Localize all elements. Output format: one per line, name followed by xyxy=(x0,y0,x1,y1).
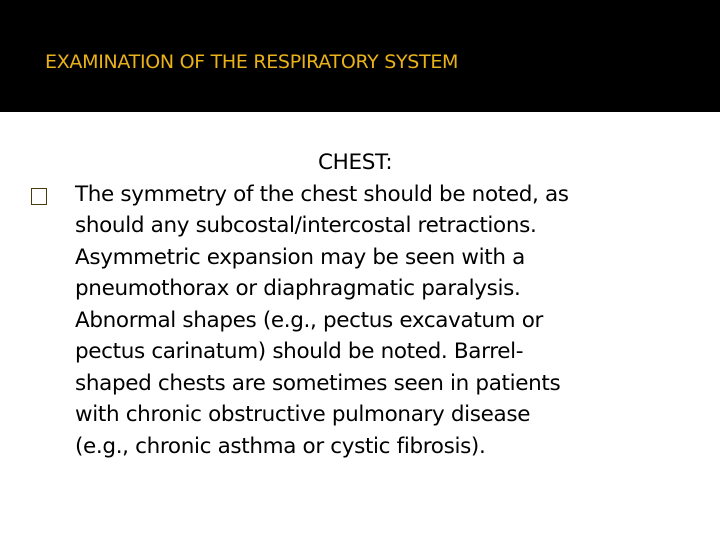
bullet-line: The symmetry of the chest should be noted, as xyxy=(75,181,569,207)
bullet-line: pneumothorax or diaphragmatic paralysis. xyxy=(75,276,521,301)
slide-content xyxy=(30,147,680,462)
bullet-line: with chronic obstructive pulmonary disease xyxy=(75,402,531,427)
bullet-line: pectus carinatum) should be noted. Barrel- xyxy=(75,339,524,364)
square-bullet-icon xyxy=(31,188,47,205)
bullet-text xyxy=(75,179,680,463)
slide-title: EXAMINATION OF THE RESPIRATORY SYSTEM xyxy=(45,51,459,73)
bullet-line: should any subcostal/intercostal retractions. xyxy=(75,213,537,238)
bullet-item xyxy=(30,179,680,463)
bullet-line: shaped chests are sometimes seen in patients xyxy=(75,370,561,396)
bullet-line: Asymmetric expansion may be seen with a xyxy=(75,244,525,270)
section-heading: CHEST: xyxy=(318,150,393,175)
bullet-line: (e.g., chronic asthma or cystic fibrosis). xyxy=(75,433,486,459)
title-bar xyxy=(0,0,720,112)
bullet-line: Abnormal shapes (e.g., pectus excavatum or xyxy=(75,307,544,333)
